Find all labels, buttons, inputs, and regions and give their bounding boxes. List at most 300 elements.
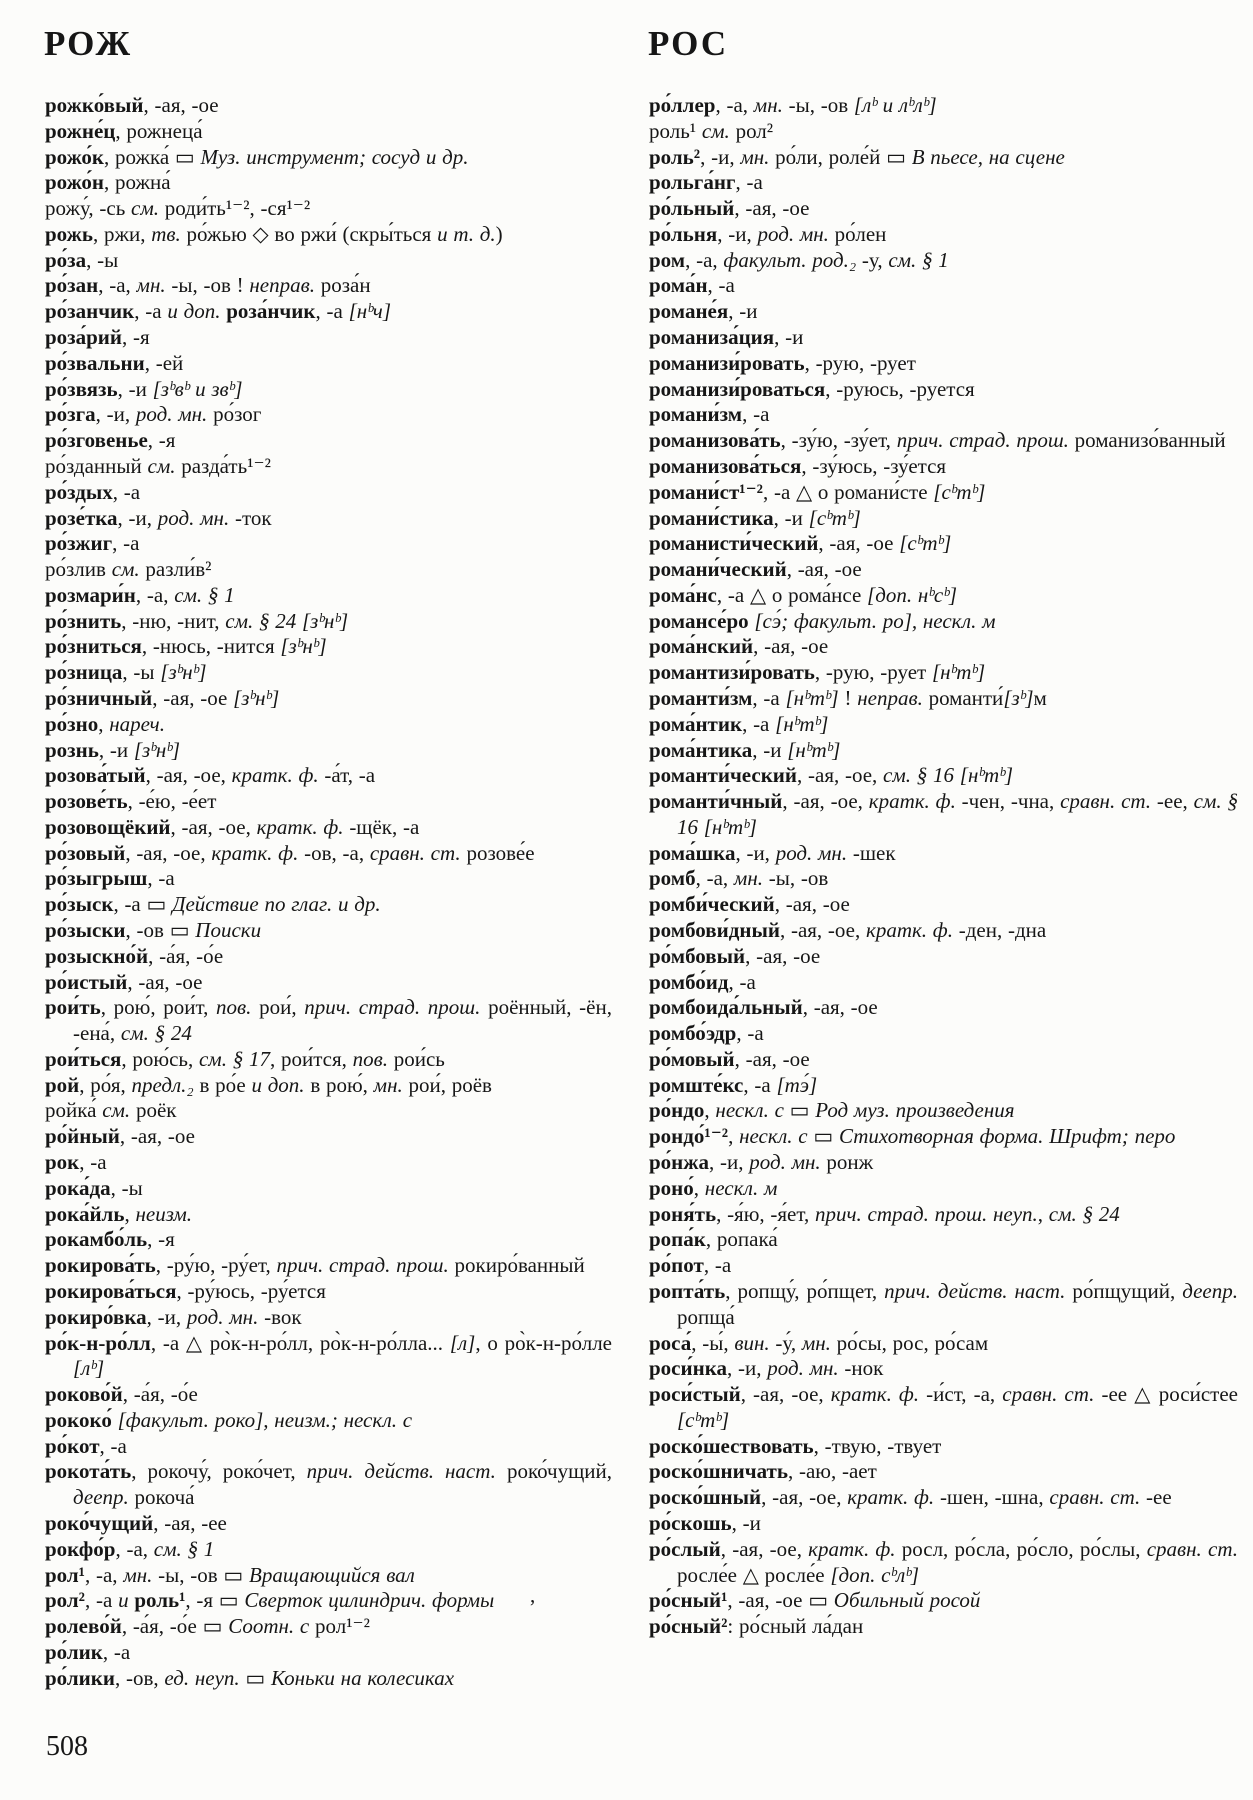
entry-label: кратк. ф. [211,840,299,865]
entry-label: нескл. м [704,1175,778,1200]
entry-label: пов. [216,995,252,1020]
entry-text: рои́, роёв [402,1072,492,1097]
entry-text: роёк [130,1098,177,1123]
dictionary-entry [649,1073,1238,1099]
headword: рококо́ [45,1407,112,1432]
entry-label: Соотн. с [228,1614,310,1639]
headword: ромбо́ид [649,969,729,994]
entry-text: , -а △ о романи́сте [762,479,934,504]
headword: ро́зно [45,711,99,736]
entry-text: , -и, [726,1356,768,1381]
headword: рожо́к [45,144,104,169]
entry-text: -шен, -шна, [934,1485,1050,1510]
entry-text: , -ая, -ое [818,531,900,556]
entry-text: , -зу́юсь, -зу́ется [801,453,947,478]
entry-label: род. мн. [186,1304,259,1329]
headword: ро́зыгрыш [45,866,148,891]
entry-text: -ов, -а, [298,840,370,865]
entry-text: , -а́я, -о́е ▭ [121,1614,229,1639]
entry-text: романизо́ванный [1068,428,1226,453]
headword: рокирова́ть [45,1253,156,1278]
headword: ро́лик [45,1639,103,1664]
dictionary-entry [45,892,612,918]
headword: рол¹ [45,1562,85,1587]
entry-label: [зᵇнᵇ] [280,634,327,659]
dictionary-entry [649,866,1238,892]
headword: ро́сный² [649,1614,728,1639]
entry-text: , рокочу́, роко́чет, [131,1459,307,1484]
dictionary-entry [649,686,1238,712]
dictionary-entry [649,1511,1238,1537]
entry-text: , [124,1201,136,1226]
dictionary-entry [45,712,612,738]
entry-text: , -и [98,737,134,762]
entry-text: , -я ▭ [185,1588,245,1613]
entry-text: рокоча́ [128,1485,195,1510]
entry-text: -ее △ роси́стее [1094,1382,1238,1407]
dictionary-entry [649,634,1238,660]
headword: ро́зовый [45,840,126,865]
entry-text: , -ая, -ое, [779,918,866,942]
headword: рокирова́ться [45,1278,177,1303]
entry-text: , -ая, -ое [774,892,850,917]
dictionary-entry [45,222,612,248]
entry-text: , -а [79,1150,107,1175]
entry-text: -ы, -ов ! [165,273,250,298]
entry-text: ро́пщущий, [1065,1278,1183,1303]
dictionary-entry [649,1176,1238,1202]
entry-label: мн. [373,1072,403,1097]
entry-text: , -ру́юсь, -ру́ется [176,1278,326,1303]
entry-text: , -твую, -твует [813,1433,942,1458]
entry-text: ро́зог [207,402,262,427]
dictionary-entry [45,1563,612,1589]
entry-label: см. § 24 [зᵇнᵇ] [225,608,349,633]
entry-label: см. [147,453,176,478]
headword: розова́тый [45,763,146,788]
entry-text: -ы, -ов [763,866,829,891]
entry-text: , ро́я, [79,1072,132,1097]
entry-label: деепр. [1182,1278,1238,1303]
dictionary-entry [45,351,612,377]
headword: рознь [45,737,99,762]
dictionary-entry [45,170,612,196]
headword: ро́йный [45,1124,120,1149]
headword: ро́зничный [45,685,153,710]
dictionary-entry [649,738,1238,764]
entry-label: [зᵇ] [1003,685,1034,710]
headword: ромбови́дный [649,918,780,942]
dictionary-entry [45,1073,612,1099]
headword: рома́нс [649,582,717,607]
entry-label: [сэ́; факульт. ро], нескл. м [754,608,996,633]
headword: роско́шничать [649,1459,788,1484]
entry-text: , -а, [695,866,734,891]
entry-text: , -а, [715,93,754,117]
headword: ро́льня [649,221,718,246]
headword: романи́зм [649,402,743,427]
entry-text: , -а [728,969,756,994]
dictionary-entry [45,1253,612,1279]
dictionary-entry [45,1150,612,1176]
entry-text: , -я́ю, -я́ет, [716,1201,815,1226]
dictionary-entry [45,918,612,944]
dictionary-entry [649,145,1238,171]
entry-text: , -ая, -ое [143,93,219,117]
entry-text: -вок [258,1304,302,1329]
guide-word-left: РОЖ [44,24,133,63]
headword: ро́звязь [45,376,118,401]
entry-text: , -а ▭ [113,892,173,917]
headword: романиза́ция [649,325,775,350]
entry-label: предл.₂ [131,1072,194,1097]
dictionary-entry [45,1511,612,1537]
dictionary-entry [45,634,612,660]
entry-label: нескл. с [739,1124,808,1149]
entry-label: [сᵇтᵇ] [933,479,986,504]
entry-text: , -а [736,1021,764,1046]
headword: ро́зжиг [45,531,113,556]
entry-text: , -ру́ю, -ру́ет, [155,1253,277,1278]
entry-text: , -и, [146,1304,187,1329]
entry-label: [нᵇтᵇ] [787,737,841,762]
dictionary-entry [649,1382,1238,1434]
entry-text: , -и, [717,221,758,246]
entry-text: , -а, [685,247,724,272]
entry-label: род. мн. [749,1150,821,1175]
dictionary-entry [649,1434,1238,1460]
entry-text: , -я [147,1227,175,1252]
entry-text: , -а [134,299,168,324]
dictionary-entry [45,299,612,325]
entry-text: , ропщу́, ро́пщет, [725,1278,885,1303]
entry-label: см. § 16 [нᵇтᵇ] [677,789,1238,839]
entry-text: , -ая, -ое, [145,763,232,788]
entry-text: рои́, [251,995,305,1020]
headword: ролево́й [45,1614,122,1639]
dictionary-entry [649,1588,1238,1614]
dictionary-entry [45,1202,612,1228]
entry-label: Род муз. произведения [815,1098,1015,1123]
entry-text: ронж [820,1150,874,1175]
entry-text: ▭ [807,1124,839,1149]
entry-label: кратк. ф. [808,1536,896,1561]
entry-text: -ы, -ов ▭ [152,1562,249,1587]
headword: рол² [45,1588,85,1613]
entry-text: ро́сы, рос, ро́сам [830,1330,989,1355]
dictionary-entry [649,170,1238,196]
entry-label: см. § 1 [888,247,949,272]
entry-text: , [693,1175,705,1200]
entry-text: , -ая, -ое, [782,789,869,814]
headword: рок [45,1150,80,1175]
entry-label: сравн. ст. [1002,1382,1095,1407]
entry-label: Сверток цилиндрич. формы [244,1588,495,1613]
headword: роня́ть [649,1201,717,1226]
dictionary-entry [45,325,612,351]
entry-text: , -ая, -ое, [761,1485,848,1510]
entry-text: , -ы [122,660,161,685]
entry-text: -у, [856,247,889,272]
entry-text: , -и [731,1510,761,1535]
headword: роно́ [649,1175,694,1200]
headword: рольга́нг [649,170,736,195]
entry-label: Коньки на колесиках [270,1665,455,1690]
dictionary-entry [649,918,1238,944]
dictionary-entry [649,1537,1238,1589]
dictionary-entry [649,609,1238,635]
entry-text: , рою́сь, [121,1046,199,1071]
entry-text: , -и, [709,1150,750,1175]
entry-text: , рою́, рои́т, [100,995,217,1020]
dictionary-entry [45,815,612,841]
entry-text: романти́ [922,685,1004,710]
dictionary-entry [45,377,612,403]
entry-text: , рожна́ [103,170,171,195]
entry-label: и [118,1588,129,1613]
entry-label: род. мн. [135,402,208,427]
headword: ро́нжа [649,1150,710,1175]
dictionary-entry [649,1098,1238,1124]
entry-text: , -и, [735,840,776,865]
entry-text: , [1037,1201,1049,1226]
entry-text: -ден, -дна [952,918,1047,942]
entry-label: [нᵇтᵇ] [931,660,986,685]
headword: романи́ст¹⁻² [649,479,763,504]
headword: романти́чный [649,789,783,814]
dictionary-entry [45,248,612,274]
entry-label: [доп. сᵇлᵇ] [830,1562,920,1587]
entry-label: и доп. [251,1072,305,1097]
entry-label: [зᵇнᵇ] [160,660,207,685]
headword: ро́ндо [649,1098,705,1123]
entry-label: [сᵇтᵇ] [808,505,861,530]
dictionary-entry [45,506,612,532]
entry-label: прич. страд. прош. неуп. [814,1201,1038,1226]
dictionary-entry [45,1279,612,1305]
entry-text: , -ая, -ое [786,557,862,582]
headword: ро́звальни [45,350,145,375]
entry-text: ▭ [783,1098,816,1123]
entry-label: см. [111,557,140,582]
entry-text: ройка́ [45,1098,103,1123]
entry-text: рои́сь [388,1046,445,1071]
headword: роль¹ [134,1588,186,1613]
dictionary-entry [649,351,1238,377]
dictionary-entry [45,944,612,970]
dictionary-entry [649,1227,1238,1253]
entry-text: , -ая, -ое, [720,1536,809,1561]
dictionary-entry [649,944,1238,970]
headword: рокамбо́ль [45,1227,148,1252]
entry-text: , -а [99,1433,127,1458]
headword: ро́сный¹ [649,1588,728,1613]
entry-text: , -ы [110,1175,143,1200]
entry-text: , [704,1098,716,1123]
headword: ромште́кс [649,1072,744,1097]
headword: роси́стый [649,1382,741,1407]
dictionary-entry [45,763,612,789]
dictionary-entry [649,196,1238,222]
entry-label: Поиски [195,918,262,942]
dictionary-entry [45,1382,612,1408]
entry-text: , -рую, -рует [804,350,916,375]
entry-label: [доп. нᵇсᵇ] [867,582,958,607]
dictionary-entry [45,738,612,764]
headword: романти́зм [649,685,753,710]
dictionary-entry [45,1408,612,1434]
headword: романизи́роваться [649,376,826,401]
headword: ропа́к [649,1227,706,1252]
entry-label: кратк. ф. [868,789,956,814]
entry-text: , -ы [86,247,119,272]
entry-text: ! [838,685,858,710]
headword: роско́шествовать [649,1433,814,1458]
headword: ро́лики [45,1665,115,1690]
headword: роза́рий [45,325,122,350]
entry-text: , -и [752,737,788,762]
entry-text: , -ая, -ое [753,634,829,659]
entry-text: , -я [147,428,176,453]
dictionary-entry [649,763,1238,789]
headword: рои́ться [45,1046,122,1071]
entry-text: росле́е △ росле́е [677,1562,831,1587]
dictionary-entry [649,402,1238,428]
entry-text: , -а [315,299,349,324]
entry-label: см. § 17 [198,1046,270,1071]
headword: ро́зница [45,660,123,685]
dictionary-entry [649,995,1238,1021]
entry-label: мн. [753,93,783,117]
headword: рой [45,1072,80,1097]
entry-label: неизм. [135,1201,193,1226]
headword: розмари́н [45,582,136,607]
dictionary-entry [45,789,612,815]
headword: ро́зан [45,273,99,298]
dictionary-entry [45,1047,612,1073]
dictionary-entry [45,1305,612,1331]
dictionary-entry [649,428,1238,454]
guide-word-right: РОС [648,24,729,63]
headword: ро́мовый [649,1046,735,1071]
dictionary-entry [649,1356,1238,1382]
dictionary-entry [649,789,1238,841]
entry-label: нескл. с [715,1098,784,1123]
entry-label: вин. [734,1330,770,1355]
entry-text: , рои́тся, [269,1046,353,1071]
entry-text: разда́ть¹⁻² [175,453,271,478]
entry-text: , -ы́, [691,1330,735,1355]
dictionary-entry [45,119,612,145]
entry-label: Обильный росой [833,1588,981,1613]
entry-text: , -а [742,402,770,427]
headword: ро́истый [45,969,128,994]
entry-text: , -а [735,170,763,195]
entry-label: мн. [136,273,166,298]
dictionary-entry [45,557,612,583]
entry-text: , о ро̀к-н-ро́лле [475,1330,612,1355]
headword: рокота́ть [45,1459,132,1484]
entry-label: см. § 24 [120,1021,192,1046]
dictionary-entry [45,686,612,712]
headword: ромб [649,866,696,891]
headword: ро́льный [649,196,735,221]
dictionary-entry [45,402,612,428]
entry-label: см. [701,118,730,143]
dictionary-entry [45,1614,612,1640]
dictionary-entry [649,1202,1238,1228]
entry-label: тв. [151,221,181,246]
entry-text: , -а △ ро̀к-н-ро́лл, ро̀к-н-ро́лла... [150,1330,450,1355]
entry-text: ро́ли, роле́й ▭ [769,144,912,169]
entry-text: , -ая, -ое [802,995,878,1020]
dictionary-entry [45,970,612,996]
headword: рока́да [45,1175,111,1200]
entry-label: неправ. [857,685,923,710]
headword: ро́за [45,247,87,272]
entry-text: , -и, [95,402,136,427]
dictionary-entry [649,583,1238,609]
entry-label: сравн. ст. [369,840,461,865]
entry-text: : ро́сный ла́дан [727,1614,864,1639]
entry-text: роль¹ [649,118,702,143]
entry-text: -у́, [769,1330,802,1355]
entry-label: Стихотворная форма. Шрифт; перо [838,1124,1176,1149]
dictionary-entry [649,712,1238,738]
headword: романтизи́ровать [649,660,815,685]
entry-text: , -а [703,1253,732,1278]
entry-label: кратк. ф. [231,763,319,788]
entry-text: , [98,711,110,736]
entry-text: -ее, [1151,789,1194,814]
headword: романизова́ть [649,428,781,453]
entry-text: , -ню, -нит, [121,608,226,633]
entry-text: -и́ст, -а, [919,1382,1003,1407]
entry-text: , ржи, [93,221,152,246]
entry-text: , -ей [144,350,184,375]
entry-text: м [1033,685,1047,710]
entry-text: -ее [1140,1485,1172,1510]
entry-label: [факульт. роко], неизм.; нескл. с [117,1407,413,1432]
entry-label: и т. д. [437,221,496,246]
entry-text: ро́жью ◇ во ржи́ (скры́ться [180,221,438,246]
entry-label: неправ. [249,273,315,298]
dictionary-entry [649,970,1238,996]
entry-text: , -и, [117,505,158,530]
dictionary-entry [649,841,1238,867]
entry-text: , -зу́ю, -зу́ет, [780,428,897,453]
headword: романи́ческий [649,557,787,582]
entry-label: Муз. инструмент; сосуд и др. [200,144,469,169]
headword: рожко́вый [45,93,144,117]
dictionary-entry [649,119,1238,145]
dictionary-entry [45,866,612,892]
entry-text: , -ая, -ое [152,685,234,710]
dictionary-entry [649,1021,1238,1047]
dictionary-entry [649,1459,1238,1485]
dictionary-entry [45,660,612,686]
entry-text: , -а [102,1639,131,1664]
entry-text: , -и [773,505,809,530]
entry-text: рол¹⁻² [309,1614,370,1639]
dictionary-entry [45,145,612,171]
entry-text: , рожнеца́ [115,118,203,143]
dictionary-entry [45,583,612,609]
headword: роково́й [45,1382,123,1407]
entry-label: кратк. ф. [256,814,344,839]
entry-text: ро́зданный [45,453,148,478]
headword: ро́зговенье [45,428,148,453]
